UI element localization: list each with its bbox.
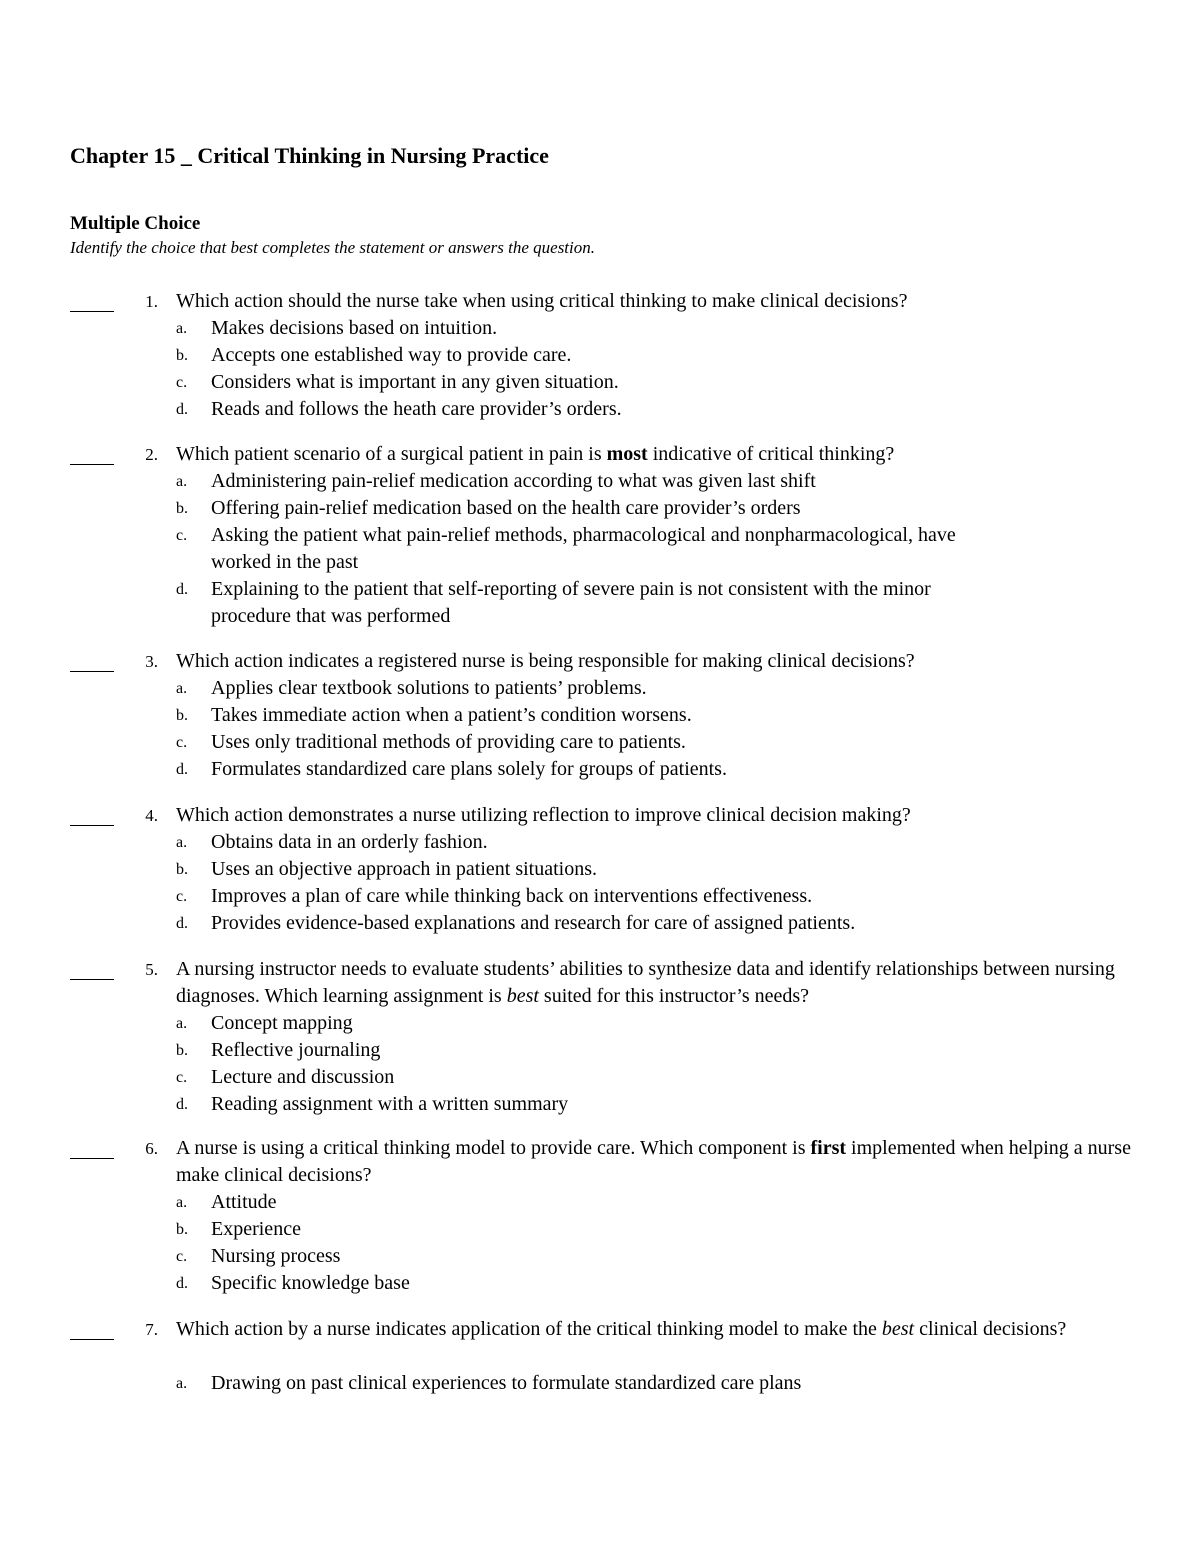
- option-b: [176, 495, 1006, 522]
- option-list: [176, 468, 1006, 630]
- option-c: [176, 883, 1136, 910]
- option-list: [176, 1010, 1136, 1118]
- answer-blank[interactable]: [70, 441, 114, 465]
- question-stem: Which action indicates a registered nurse is being responsible for making clinical decisions?: [176, 650, 915, 672]
- option-list: [176, 1370, 1136, 1397]
- option-b: [176, 342, 1136, 369]
- option-letter: d.: [176, 1096, 188, 1113]
- option-letter: c.: [176, 1069, 188, 1086]
- question-number: 5.: [145, 960, 158, 979]
- answer-blank[interactable]: [70, 956, 114, 980]
- option-letter: b.: [176, 347, 188, 364]
- answer-blank[interactable]: [70, 802, 114, 826]
- option-a: [176, 468, 1006, 495]
- option-text: Uses only traditional methods of providing care to patients.: [211, 731, 686, 753]
- question-stem: [176, 956, 1136, 1010]
- option-letter: c.: [176, 734, 188, 751]
- option-letter: a.: [176, 1015, 188, 1032]
- stem-emphasis: most: [606, 443, 648, 465]
- option-text: Provides evidence-based explanations and research for care of assigned patients.: [211, 912, 856, 934]
- option-text: Accepts one established way to provide care.: [211, 344, 572, 366]
- option-text: Offering pain-relief medication based on the health care provider’s orders: [211, 497, 801, 519]
- question-stem: [176, 441, 1136, 468]
- option-d: [176, 1270, 1136, 1297]
- option-letter: c.: [176, 1248, 188, 1265]
- option-letter: b.: [176, 500, 188, 517]
- stem-text: implemented when helping a nurse make clinical decisions?: [176, 1137, 1131, 1186]
- option-text: Makes decisions based on intuition.: [211, 317, 498, 339]
- stem-text: Which action by a nurse indicates application of the critical thinking model to make the: [176, 1318, 882, 1340]
- option-letter: a.: [176, 680, 188, 697]
- section-heading: Multiple Choice: [70, 213, 201, 234]
- option-list: [176, 829, 1136, 937]
- option-text: Asking the patient what pain-relief methods, pharmacological and nonpharmacological, have worked in the past: [211, 524, 956, 573]
- option-c: [176, 1243, 1136, 1270]
- question-stem: Which action demonstrates a nurse utilizing reflection to improve clinical decision making?: [176, 804, 911, 826]
- stem-emphasis: best: [881, 1318, 915, 1340]
- option-letter: a.: [176, 1375, 188, 1392]
- option-text: Drawing on past clinical experiences to formulate standardized care plans: [211, 1372, 802, 1394]
- option-d: [176, 396, 1136, 423]
- stem-text: indicative of critical thinking?: [647, 443, 895, 465]
- answer-blank[interactable]: [70, 1135, 114, 1159]
- option-letter: c.: [176, 374, 188, 391]
- option-letter: b.: [176, 1042, 188, 1059]
- option-text: Obtains data in an orderly fashion.: [211, 831, 488, 853]
- option-text: Specific knowledge base: [211, 1272, 410, 1294]
- option-d: [176, 576, 1006, 630]
- option-letter: a.: [176, 473, 188, 490]
- option-a: [176, 675, 1136, 702]
- option-a: [176, 1010, 1136, 1037]
- option-text: Formulates standardized care plans solely for groups of patients.: [211, 758, 727, 780]
- option-c: [176, 1064, 1136, 1091]
- question-number: 2.: [145, 445, 158, 464]
- stem-text: A nurse is using a critical thinking model to provide care. Which component is: [176, 1137, 811, 1159]
- stem-text: A nursing instructor needs to evaluate students’ abilities to synthesize data and identify relationships between nursing diagnoses. Which learning assignment is: [176, 958, 1115, 1007]
- option-text: Experience: [211, 1218, 301, 1240]
- option-a: [176, 829, 1136, 856]
- question-number: 4.: [145, 806, 158, 825]
- option-text: Concept mapping: [211, 1012, 353, 1034]
- option-letter: a.: [176, 834, 188, 851]
- option-text: Considers what is important in any given situation.: [211, 371, 619, 393]
- question-stem: [176, 1135, 1136, 1189]
- question-stem: Which action should the nurse take when using critical thinking to make clinical decisions?: [176, 290, 908, 312]
- option-letter: c.: [176, 527, 188, 544]
- option-text: Uses an objective approach in patient situations.: [211, 858, 598, 880]
- option-letter: d.: [176, 401, 188, 418]
- option-letter: d.: [176, 1275, 188, 1292]
- option-text: Administering pain-relief medication according to what was given last shift: [211, 470, 816, 492]
- option-text: Attitude: [211, 1191, 277, 1213]
- option-letter: d.: [176, 581, 188, 598]
- option-text: Reading assignment with a written summary: [211, 1093, 569, 1115]
- option-text: Takes immediate action when a patient’s condition worsens.: [211, 704, 692, 726]
- answer-blank[interactable]: [70, 1316, 114, 1340]
- option-list: [176, 315, 1136, 423]
- option-letter: a.: [176, 1194, 188, 1211]
- stem-text: clinical decisions?: [914, 1318, 1067, 1340]
- option-letter: c.: [176, 888, 188, 905]
- option-b: [176, 856, 1136, 883]
- option-text: Improves a plan of care while thinking back on interventions effectiveness.: [211, 885, 813, 907]
- option-b: [176, 1216, 1136, 1243]
- question-number: 7.: [145, 1320, 158, 1339]
- option-d: [176, 1091, 1136, 1118]
- page-title: Chapter 15 _ Critical Thinking in Nursing Practice: [70, 143, 549, 168]
- stem-emphasis: first: [810, 1137, 847, 1159]
- stem-emphasis: best: [506, 985, 539, 1007]
- option-letter: a.: [176, 320, 188, 337]
- question-stem: [176, 1316, 1136, 1343]
- option-letter: d.: [176, 761, 188, 778]
- option-d: [176, 756, 1136, 783]
- option-text: Nursing process: [211, 1245, 341, 1267]
- option-letter: d.: [176, 915, 188, 932]
- option-d: [176, 910, 1136, 937]
- question-number: 6.: [145, 1139, 158, 1158]
- option-a: [176, 315, 1136, 342]
- option-b: [176, 1037, 1136, 1064]
- option-a: [176, 1189, 1136, 1216]
- option-b: [176, 702, 1136, 729]
- stem-text: suited for this instructor’s needs?: [538, 985, 810, 1007]
- option-text: Reflective journaling: [211, 1039, 381, 1061]
- option-text: Reads and follows the heath care provider’s orders.: [211, 398, 622, 420]
- option-text: Lecture and discussion: [211, 1066, 395, 1088]
- stem-text: Which patient scenario of a surgical patient in pain is: [176, 443, 607, 465]
- option-list: [176, 1189, 1136, 1297]
- option-c: [176, 522, 1006, 576]
- option-letter: b.: [176, 1221, 188, 1238]
- question-number: 1.: [145, 292, 158, 311]
- option-letter: b.: [176, 707, 188, 724]
- option-c: [176, 729, 1136, 756]
- option-letter: b.: [176, 861, 188, 878]
- option-a: [176, 1370, 1136, 1397]
- answer-blank[interactable]: [70, 288, 114, 312]
- option-text: Applies clear textbook solutions to patients’ problems.: [211, 677, 647, 699]
- option-c: [176, 369, 1136, 396]
- option-text: Explaining to the patient that self-reporting of severe pain is not consistent with the minor procedure that was performed: [211, 578, 931, 627]
- answer-blank[interactable]: [70, 648, 114, 672]
- option-list: [176, 675, 1136, 783]
- instructions-text: Identify the choice that best completes the statement or answers the question.: [70, 238, 595, 257]
- question-number: 3.: [145, 652, 158, 671]
